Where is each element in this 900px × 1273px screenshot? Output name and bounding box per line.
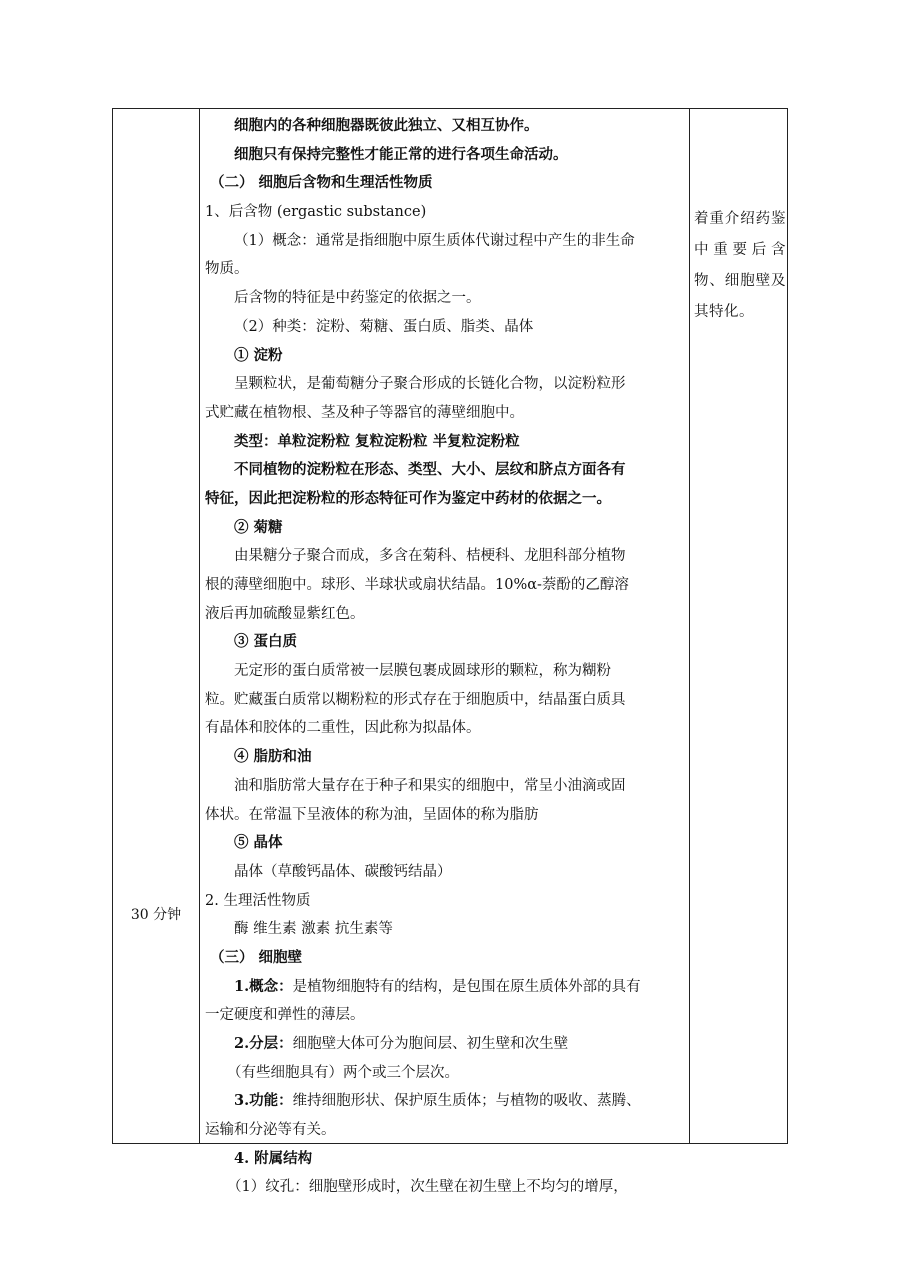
text-line: 由果糖分子聚合而成，多含在菊科、桔梗科、龙胆科部分植物 <box>234 548 626 565</box>
text-line: 式贮藏在植物根、茎及种子等器官的薄壁细胞中。 <box>205 404 524 421</box>
term-text: 维持细胞形状、保护原生质体；与植物的吸收、蒸腾、 <box>292 1093 641 1110</box>
text-line: 运输和分泌等有关。 <box>205 1122 336 1139</box>
text-line: 粒。贮藏蛋白质常以糊粉粒的形式存在于细胞质中，结晶蛋白质具 <box>205 691 626 708</box>
column-divider <box>199 109 200 1143</box>
term-text: 细胞壁大体可分为胞间层、初生壁和次生壁 <box>292 1036 569 1052</box>
time-cell: 30 分钟 <box>130 907 182 923</box>
text-line: （有些细胞具有）两个或三个层次。 <box>227 1064 459 1081</box>
term-text: 是植物细胞特有的结构，是包围在原生质体外部的具有 <box>292 978 641 995</box>
term-label: 1.概念： <box>234 977 293 995</box>
text-line: （2）种类：淀粉、菊糖、蛋白质、脂类、晶体 <box>234 318 534 335</box>
text-line: 后含物的特征是中药鉴定的依据之一。 <box>234 290 481 307</box>
text-line <box>205 1087 685 1116</box>
item-heading: ② 菊糖 <box>234 518 283 536</box>
text-line: 晶体（草酸钙晶体、碳酸钙结晶） <box>234 863 452 880</box>
content-cell <box>205 112 685 1202</box>
text-line: 物质。 <box>205 261 249 278</box>
text-line: 酶 维生素 激素 抗生素等 <box>234 921 393 938</box>
text-line: 一定硬度和弹性的薄层。 <box>205 1007 365 1024</box>
item-heading: ① 淀粉 <box>234 346 283 364</box>
text-line: 呈颗粒状，是葡萄糖分子聚合形成的长链化合物，以淀粉粒形 <box>234 376 626 393</box>
item-heading: ③ 蛋白质 <box>234 633 298 651</box>
text-line: 细胞只有保持完整性才能正常的进行各项生命活动。 <box>234 145 568 163</box>
item-heading: ④ 脂肪和油 <box>234 748 312 766</box>
item-heading: ⑤ 晶体 <box>234 834 283 852</box>
text-line: 特征，因此把淀粉粒的形态特征可作为鉴定中药材的依据之一。 <box>205 489 611 507</box>
text-line: 细胞内的各种细胞器既彼此独立、又相互协作。 <box>234 117 539 134</box>
text-line: 液后再加硫酸显紫红色。 <box>205 605 365 622</box>
text-line: 根的薄壁细胞中。球形、半球状或扇状结晶。10%α-萘酚的乙醇溶 <box>205 577 629 593</box>
text-line: （1）概念：通常是指细胞中原生质体代谢过程中产生的非生命 <box>234 232 635 249</box>
text-line: 不同植物的淀粉粒在形态、类型、大小、层纹和脐点方面各有 <box>234 461 626 479</box>
section-heading: （二） 细胞后含物和生理活性物质 <box>210 174 433 192</box>
lesson-table <box>112 108 788 1196</box>
column-divider <box>689 109 690 1143</box>
text-line: 油和脂肪常大量存在于种子和果实的细胞中，常呈小油滴或固 <box>234 777 626 794</box>
subsection-heading: 1、后含物 (ergastic substance) <box>205 204 427 221</box>
text-line: （1）纹孔：细胞壁形成时，次生壁在初生壁上不均匀的增厚， <box>227 1179 628 1196</box>
term-label: 3.功能： <box>234 1092 293 1110</box>
term-label: 2.分层： <box>234 1035 293 1052</box>
note-cell: 着重介绍药鉴中重要后含物、细胞壁及其特化。 <box>694 211 786 320</box>
text-line: 体状。在常温下呈液体的称为油，呈固体的称为脂肪 <box>205 806 539 823</box>
text-line <box>205 973 685 1002</box>
item-heading: 4. 附属结构 <box>234 1149 313 1167</box>
text-line <box>205 1030 685 1059</box>
subsection-heading: 2. 生理活性物质 <box>205 892 311 909</box>
text-line: 类型：单粒淀粉粒 复粒淀粉粒 半复粒淀粉粒 <box>234 432 520 450</box>
text-line: 有晶体和胶体的二重性，因此称为拟晶体。 <box>205 720 481 737</box>
text-line: 无定形的蛋白质常被一层膜包裹成圆球形的颗粒，称为糊粉 <box>234 663 611 680</box>
section-heading: （三） 细胞壁 <box>210 948 303 966</box>
